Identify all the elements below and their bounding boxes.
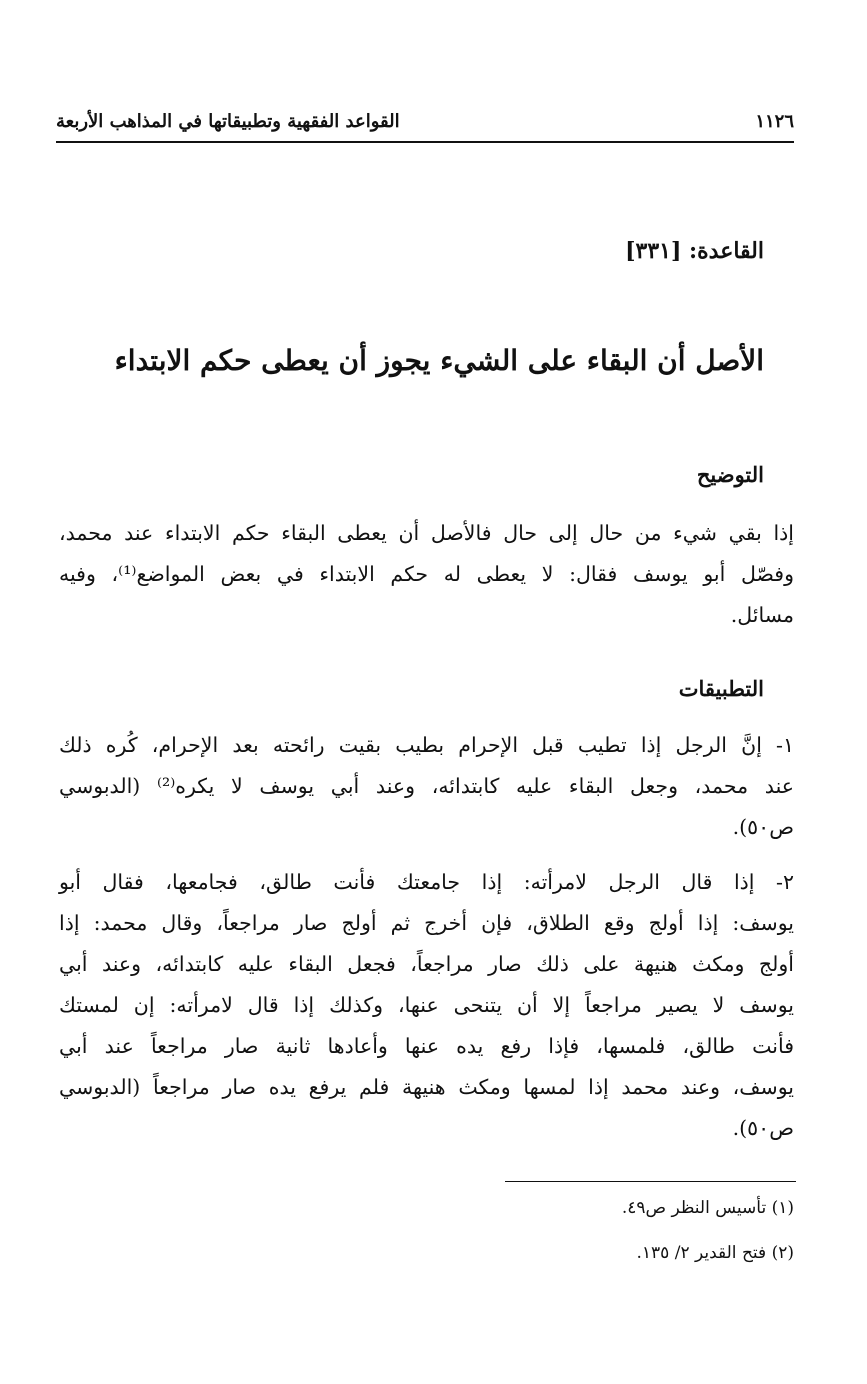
header-divider — [56, 141, 794, 143]
explanation-paragraph — [59, 513, 794, 636]
paragraph-line: إذا بقي شيء من حال إلى حال فالأصل أن يعطى البقاء حكم الابتداء عند محمد، — [59, 521, 794, 545]
paragraph-line: ص٥٠). — [732, 1116, 794, 1140]
paragraph-line: يوسف، وعند محمد إذا لمسها ومكث هنيهة فلم يرفع يده صار مراجعاً (الدبوسي — [59, 1075, 794, 1099]
paragraph-line: يوسف: إذا أولج وقع الطلاق، فإن أخرج ثم أولج صار مراجعاً، وقال محمد: إذا — [59, 911, 794, 935]
application-item-2 — [59, 862, 794, 1149]
explanation-heading: التوضيح — [696, 462, 764, 487]
rule-label: القاعدة: [٣٣١] — [625, 238, 764, 264]
paragraph-line: أولج ومكث هنيهة على ذلك صار مراجعاً، فجعل البقاء عليه كابتدائه، وعند أبي — [59, 952, 794, 976]
application-item-1 — [59, 725, 794, 848]
paragraph-line: عند محمد، وجعل البقاء عليه كابتدائه، وعند أبي يوسف لا يكره⁽²⁾ (الدبوسي — [59, 774, 794, 798]
rule-statement: الأصل أن البقاء على الشيء يجوز أن يعطى حكم الابتداء — [114, 344, 764, 377]
paragraph-line: ١- إنَّ الرجل إذا تطيب قبل الإحرام بطيب بقيت رائحته بعد الإحرام، كُره ذلك — [59, 733, 794, 757]
paragraph-line: وفصّل أبو يوسف فقال: لا يعطى له حكم الابتداء في بعض المواضع⁽¹⁾، وفيه — [59, 562, 794, 586]
paragraph-line: مسائل. — [730, 603, 794, 627]
applications-heading: التطبيقات — [678, 676, 764, 701]
footnote-2: (٢) فتح القدير ٢/ ١٣٥. — [636, 1243, 794, 1263]
page-number: ١١٢٦ — [755, 110, 794, 132]
footnote-1: (١) تأسيس النظر ص٤٩. — [621, 1198, 794, 1218]
paragraph-line: ٢- إذا قال الرجل لامرأته: إذا جامعتك فأنت طالق، فجامعها، فقال أبو — [59, 870, 794, 894]
paragraph-line: ص٥٠). — [732, 815, 794, 839]
running-title: القواعد الفقهية وتطبيقاتها في المذاهب الأربعة — [56, 110, 400, 132]
paragraph-line: فأنت طالق، فلمسها، فإذا رفع يده عنها وأعادها ثانية صار مراجعاً عند أبي — [59, 1034, 794, 1058]
paragraph-line: يوسف لا يصير مراجعاً إلا أن يتنحى عنها، وكذلك إذا قال لامرأته: إن لمستك — [59, 993, 794, 1017]
page-header — [56, 106, 794, 136]
footnote-divider — [505, 1181, 796, 1182]
